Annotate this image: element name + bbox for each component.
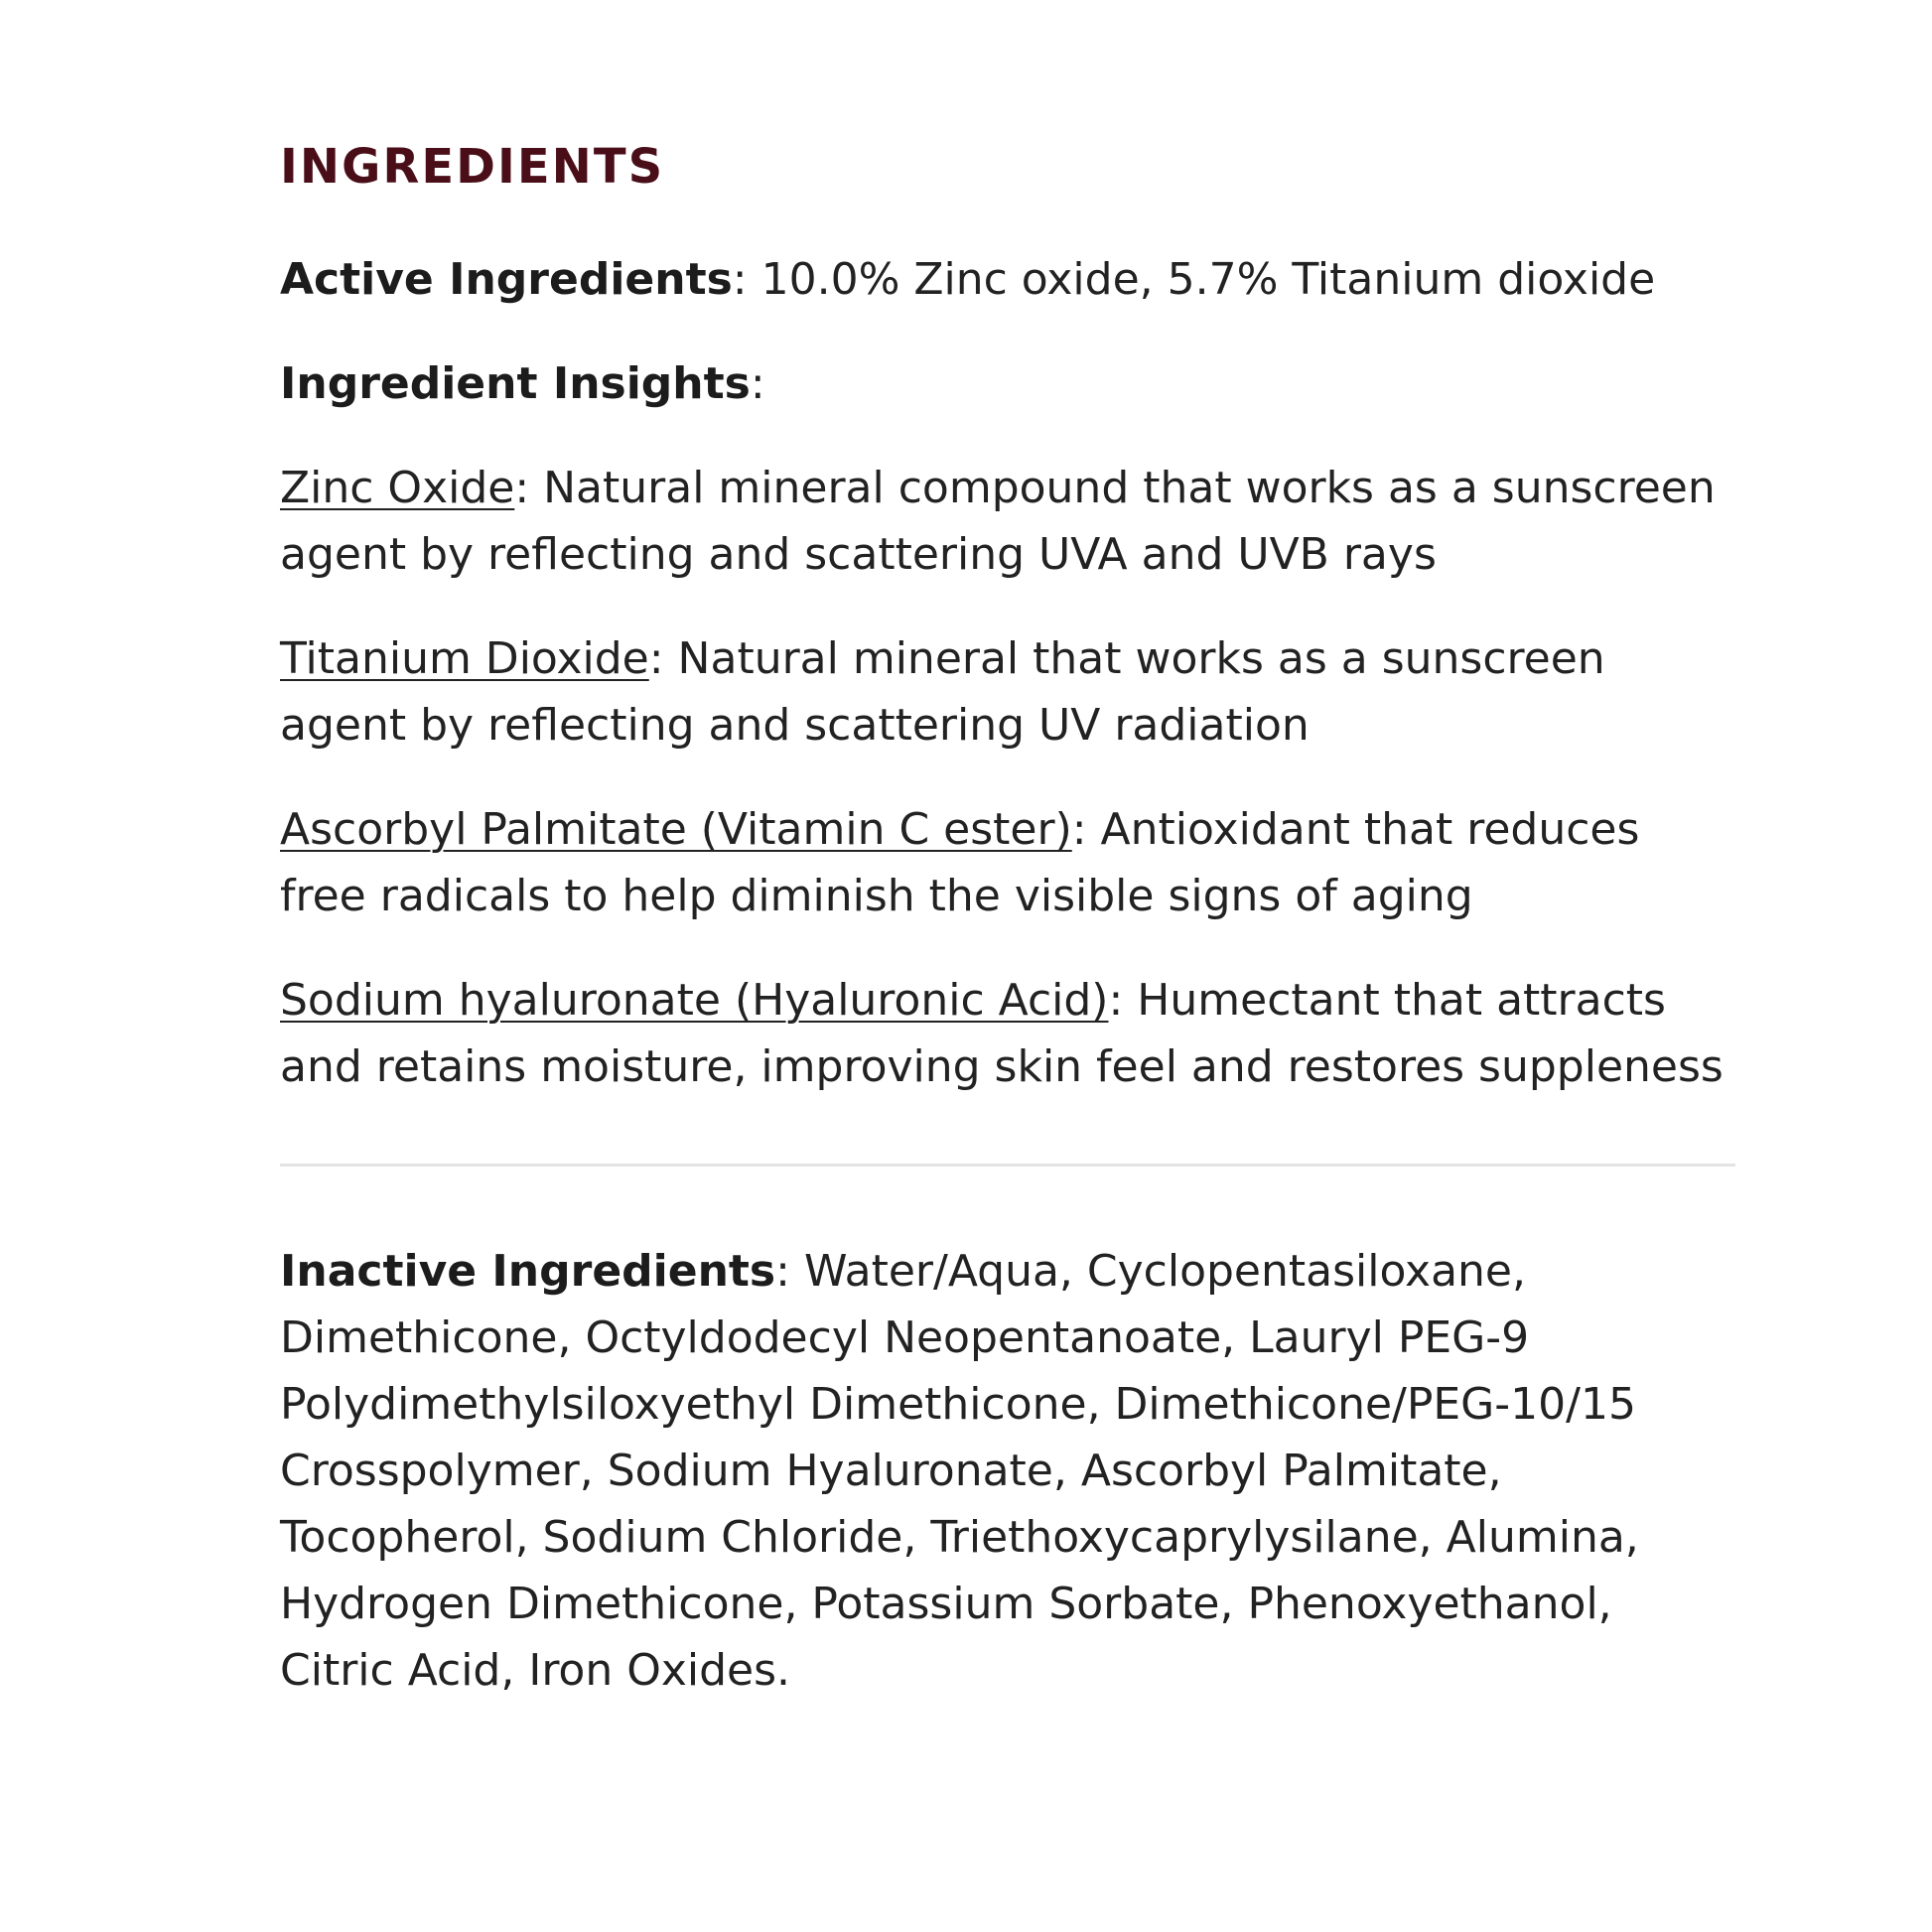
active-ingredients-label: Active Ingredients xyxy=(280,254,733,305)
insight-item-ascorbyl-palmitate xyxy=(280,796,1739,929)
insight-description: : Natural mineral that works as a sunscreen agent by reflecting and scattering UV radiation xyxy=(280,633,1605,751)
ingredient-insights-label: Ingredient Insights xyxy=(280,358,751,409)
insight-term: Titanium Dioxide xyxy=(280,633,649,684)
active-ingredients-separator: : xyxy=(732,254,748,305)
insight-term: Ascorbyl Palmitate (Vitamin C ester) xyxy=(280,804,1072,855)
insight-item-zinc-oxide xyxy=(280,455,1739,588)
insight-description: : Natural mineral compound that works as a sunscreen agent by reflecting and scattering UVA and UVB rays xyxy=(280,463,1716,580)
insight-item-titanium-dioxide xyxy=(280,625,1739,759)
insight-description: : Humectant that attracts and retains moisture, improving skin feel and restores suppleness xyxy=(280,975,1724,1092)
inactive-ingredients-label: Inactive Ingredients xyxy=(280,1246,776,1297)
insight-term: Zinc Oxide xyxy=(280,463,515,513)
ingredient-insights-header xyxy=(280,350,1739,417)
insight-description: : Antioxidant that reduces free radicals to help diminish the visible signs of aging xyxy=(280,804,1640,921)
insight-term: Sodium hyaluronate (Hyaluronic Acid) xyxy=(280,975,1109,1026)
inactive-ingredients-separator: : xyxy=(775,1246,790,1297)
ingredient-insights-separator: : xyxy=(750,358,765,409)
active-ingredients xyxy=(280,246,1739,313)
inactive-ingredients xyxy=(280,1238,1739,1704)
insight-item-sodium-hyaluronate xyxy=(280,967,1739,1100)
section-divider xyxy=(280,1164,1735,1167)
active-ingredients-value: 10.0% Zinc oxide, 5.7% Titanium dioxide xyxy=(747,254,1656,305)
ingredients-section xyxy=(280,137,1739,1741)
section-heading: INGREDIENTS xyxy=(280,139,665,195)
inactive-ingredients-value: Water/Aqua, Cyclopentasiloxane, Dimethicone, Octyldodecyl Neopentanoate, Lauryl PEG-9 Polydimethylsiloxyethyl Dimethicone, Dimethicone/PEG-10/15 Crosspolymer, Sodium Hyaluronate, Ascorbyl Palmitate, Tocopherol, Sodium Chloride, Triethoxycaprylysilane, Alumina, Hydrogen Dimethicone, Potassium Sorbate, Phenoxyethanol, Citric Acid, Iron Oxides. xyxy=(280,1246,1639,1696)
